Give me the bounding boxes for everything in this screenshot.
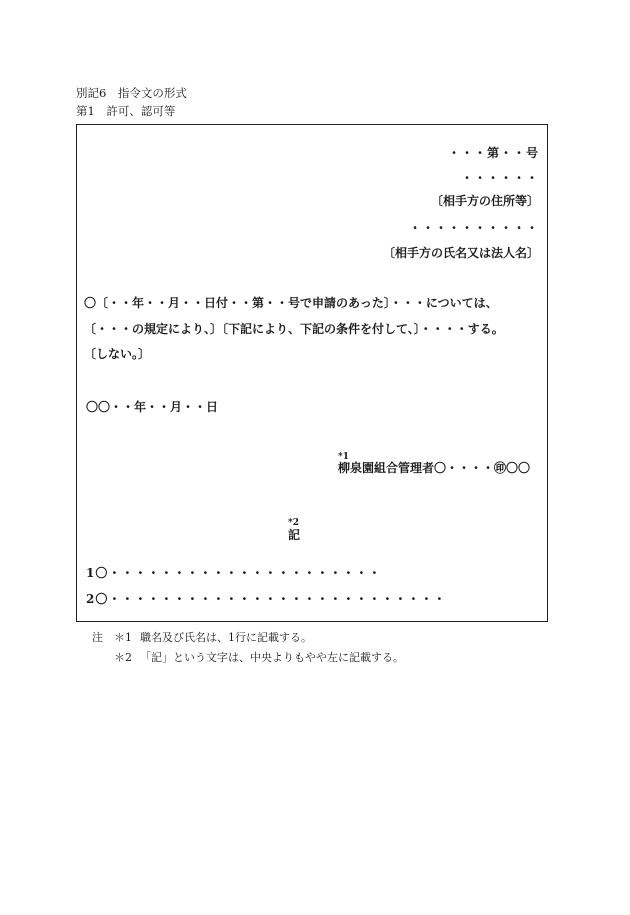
issue-date: 〇〇・・年・・月・・日 (86, 400, 219, 414)
document-number: ・・・第・・号 (447, 146, 539, 160)
item-1: 1〇・・・・・・・・・・・・・・・・・・・・・ (86, 566, 382, 580)
name-label: 〔相手方の氏名又は法人名〕 (382, 246, 539, 260)
note-mark: ＊1 (114, 631, 132, 644)
ki-heading: 記 (288, 528, 301, 542)
body-line-1: 〇〔・・年・・月・・日付・・第・・号で申請のあった〕・・・については、 (84, 296, 498, 310)
letter-frame (76, 124, 548, 622)
notes-label: 注 (92, 631, 103, 644)
address-dots: ・・・・・・ (460, 171, 539, 185)
body-line-3: 〔しない。〕 (84, 347, 151, 361)
item-2: 2〇・・・・・・・・・・・・・・・・・・・・・・・・・・ (86, 592, 447, 606)
note-text: 職名及び氏名は、1行に記載する。 (140, 631, 312, 644)
note-mark: ＊2 (114, 651, 132, 664)
form-title: 別記6 指令文の形式 (76, 86, 187, 100)
body-line-2: 〔・・・の規定により、〕〔下記により、下記の条件を付して、〕・・・・する。 (84, 322, 504, 336)
form-subtitle: 第1 許可、認可等 (76, 104, 176, 118)
sender-line: 柳泉園組合管理者〇・・・・㊞〇〇 (338, 461, 531, 475)
note-ref-mark-1: *1 (338, 452, 349, 462)
note-text: 「記」という文字は、中央よりもやや左に記載する。 (140, 651, 404, 664)
address-label: 〔相手方の住所等〕 (430, 194, 539, 208)
note-ref-mark-2: *2 (288, 518, 299, 528)
name-dots: ・・・・・・・・・・ (408, 221, 539, 235)
